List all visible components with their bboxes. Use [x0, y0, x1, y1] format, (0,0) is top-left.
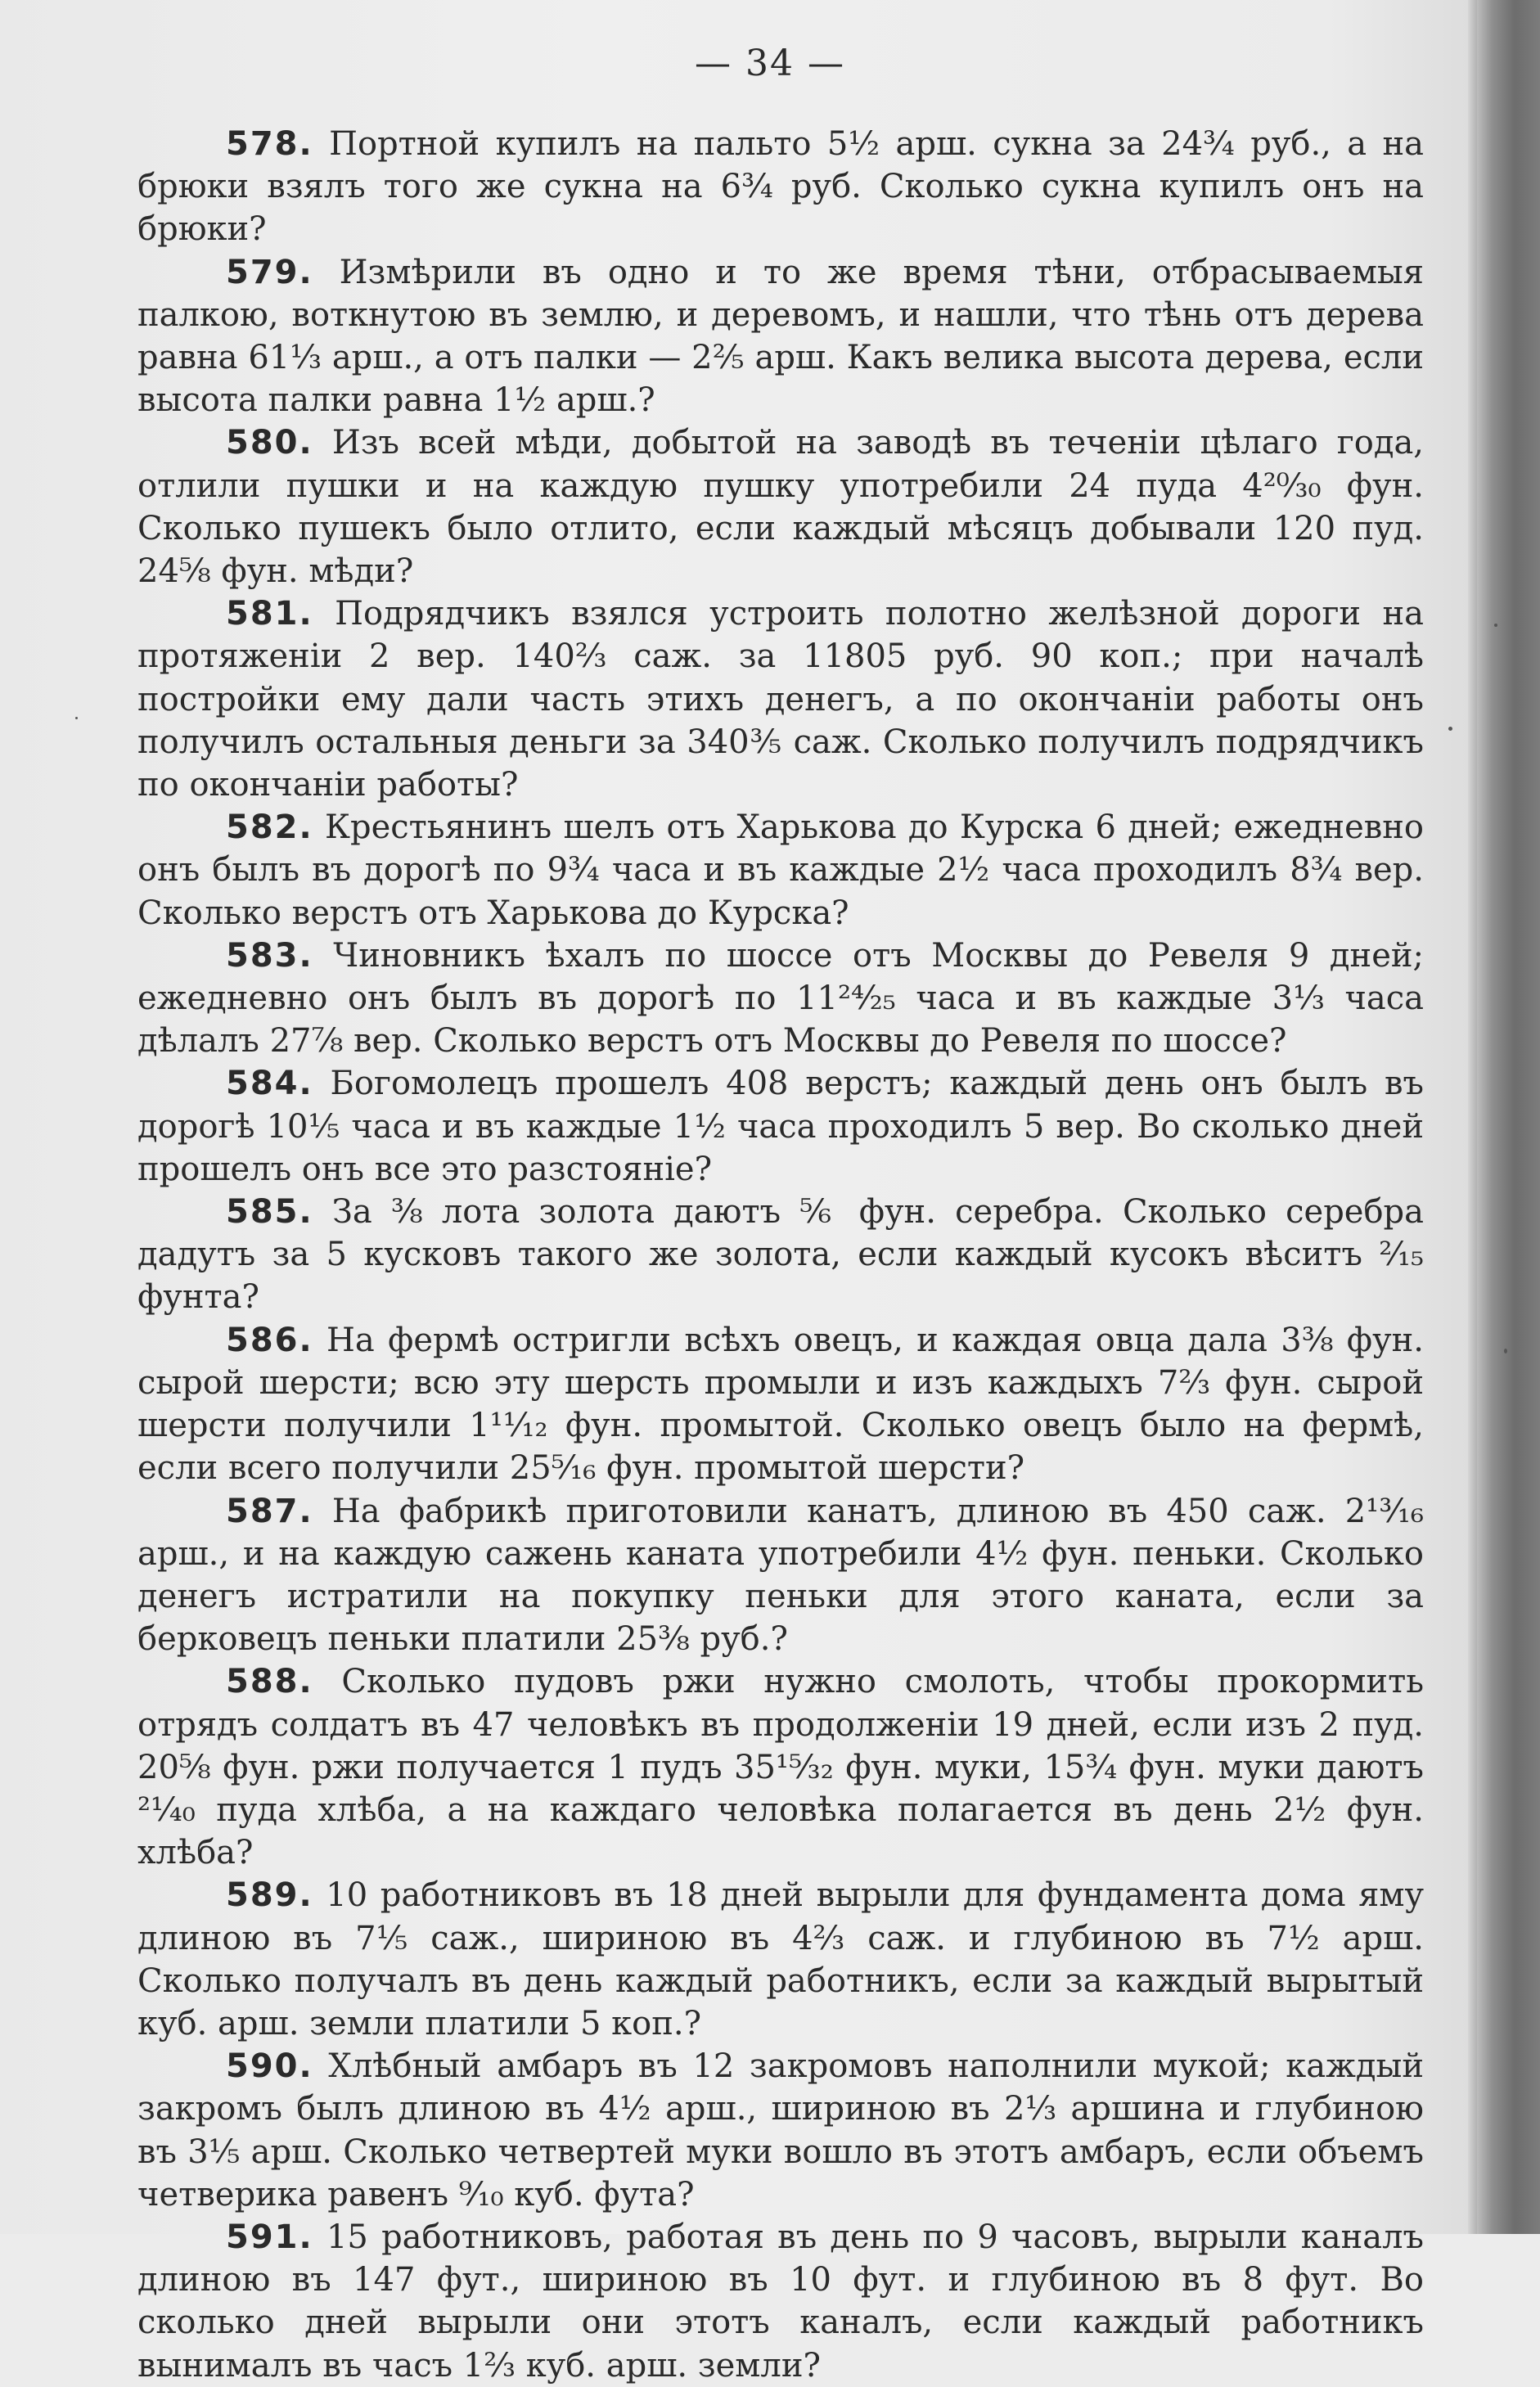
problem-number: 580. [226, 424, 313, 462]
problem-585 [137, 1191, 1424, 1319]
problem-text: Крестьянинъ шелъ отъ Харькова до Курска 6 дней; ежедневно онъ былъ въ дорогѣ по 9¾ часа и въ каждые 2½ часа проходилъ 8¾ вер. Сколько верстъ отъ Харькова до Курска? [137, 808, 1424, 932]
problems-text [137, 123, 1424, 2387]
problem-number: 588. [226, 1663, 313, 1701]
problem-text: На фабрикѣ приготовили канатъ, длиною въ 450 саж. 2¹³⁄₁₆ арш., и на каждую сажень каната употребили 4½ фун. пеньки. Сколько денегъ истратили на покупку пеньки для этого каната, если за берковецъ пеньки платили 25⅜ руб.? [137, 1492, 1424, 1659]
speck [1448, 727, 1452, 731]
problem-583 [137, 935, 1424, 1063]
speck [1504, 1349, 1507, 1353]
problem-number: 579. [226, 253, 313, 291]
speck [1494, 624, 1497, 627]
problem-number: 585. [226, 1193, 313, 1232]
problem-579 [137, 251, 1424, 422]
problem-587 [137, 1490, 1424, 1661]
problem-text: Хлѣбный амбаръ въ 12 закромовъ наполнили мукой; каждый закромъ былъ длиною въ 4½ арш., шириною въ 2⅓ аршина и глубиною въ 3⅕ арш. Сколько четвертей муки вошло въ этотъ амбаръ, если объемъ четверика равенъ ⁹⁄₁₀ куб. фута? [137, 2047, 1425, 2214]
problem-number: 578. [226, 125, 313, 163]
problem-591 [137, 2216, 1424, 2387]
speck [75, 717, 78, 719]
problem-581 [137, 592, 1424, 806]
problem-text: Изъ всей мѣди, добытой на заводѣ въ теченіи цѣлаго года, отлили пушки и на каждую пушку употребили 24 пуда 4²⁰⁄₃₀ фун. Сколько пушекъ было отлито, если каждый мѣсяцъ добывали 120 пуд. 24⅝ фун. мѣди? [137, 424, 1425, 591]
problem-588 [137, 1660, 1424, 1874]
problem-text: Чиновникъ ѣхалъ по шоссе отъ Москвы до Ревеля 9 дней; ежедневно онъ былъ въ дорогѣ по 11²⁴⁄₂₅ часа и въ каждые 3⅓ часа дѣлалъ 27⅞ вер. Сколько верстъ отъ Москвы до Ревеля по шоссе? [137, 936, 1424, 1061]
problem-584 [137, 1062, 1424, 1191]
problem-number: 581. [226, 595, 313, 633]
problem-number: 583. [226, 936, 313, 975]
problem-number: 591. [226, 2218, 313, 2256]
problem-text: 10 работниковъ въ 18 дней вырыли для фундамента дома яму длиною въ 7⅕ саж., шириною въ 4⅔ саж. и глубиною въ 7½ арш. Сколько получалъ въ день каждый работникъ, если за каждый вырытый куб. арш. земли платили 5 коп.? [137, 1876, 1424, 2042]
problem-586 [137, 1319, 1424, 1490]
problem-text: На фермѣ остригли всѣхъ овецъ, и каждая овца дала 3⅜ фун. сырой шерсти; всю эту шерсть промыли и изъ каждыхъ 7⅔ фун. сырой шерсти получили 1¹¹⁄₁₂ фун. промытой. Сколько овецъ было на фермѣ, если всего получили 25⁵⁄₁₆ фун. промытой шерсти? [137, 1321, 1424, 1488]
problem-589 [137, 1874, 1424, 2045]
problem-578 [137, 123, 1424, 251]
problem-582 [137, 806, 1424, 935]
problem-number: 587. [226, 1492, 313, 1530]
problem-text: 15 работниковъ, работая въ день по 9 часовъ, вырыли каналъ длиною въ 147 фут., шириною въ 10 фут. и глубиною въ 8 фут. Во сколько дней вырыли они этотъ каналъ, если каждый работникъ вынималъ въ часъ 1⅔ куб. арш. земли? [137, 2218, 1424, 2385]
problem-text: Портной купилъ на пальто 5½ арш. сукна за 24¾ руб., а на брюки взялъ того же сукна на 6¾ руб. Сколько сукна купилъ онъ на брюки? [137, 125, 1425, 249]
page-number: — 34 — [695, 43, 845, 84]
problem-text: Сколько пудовъ ржи нужно смолоть, чтобы прокормить отрядъ солдатъ въ 47 человѣкъ въ продолженіи 19 дней, если изъ 2 пуд. 20⅝ фун. ржи получается 1 пудъ 35¹⁵⁄₃₂ фун. муки, 15¾ фун. муки даютъ ²¹⁄₄₀ пуда хлѣба, а на каждаго человѣка полагается въ день 2½ фун. хлѣба? [137, 1663, 1424, 1872]
book-spine [1477, 0, 1540, 2234]
problem-580 [137, 421, 1424, 592]
problem-number: 582. [226, 808, 313, 847]
problem-number: 584. [226, 1065, 313, 1103]
problem-number: 589. [226, 1876, 313, 1915]
problem-text: Подрядчикъ взялся устроить полотно желѣзной дороги на протяженіи 2 вер. 140⅔ саж. за 11805 руб. 90 коп.; при началѣ постройки ему дали часть этихъ денегъ, а по окончаніи работы онъ получилъ остальныя деньги за 340⅗ саж. Сколько получилъ подрядчикъ по окончаніи работы? [137, 595, 1424, 804]
problem-text: За ⅜ лота золота даютъ ⅚ фун. серебра. Сколько серебра дадутъ за 5 кусковъ такого же золота, если каждый кусокъ вѣситъ ²⁄₁₅ фунта? [137, 1193, 1425, 1317]
problem-590 [137, 2045, 1424, 2216]
problem-text: Измѣрили въ одно и то же время тѣни, отбрасываемыя палкою, воткнутою въ землю, и деревомъ, и нашли, что тѣнь отъ дерева равна 61⅓ арш., а отъ палки — 2⅖ арш. Какъ велика высота дерева, если высота палки равна 1½ арш.? [137, 253, 1425, 420]
problem-number: 590. [226, 2047, 313, 2086]
problem-number: 586. [226, 1321, 313, 1359]
problem-text: Богомолецъ прошелъ 408 верстъ; каждый день онъ былъ въ дорогѣ 10⅕ часа и въ каждые 1½ часа проходилъ 5 вер. Во сколько дней прошелъ онъ все это разстояніе? [137, 1065, 1425, 1188]
